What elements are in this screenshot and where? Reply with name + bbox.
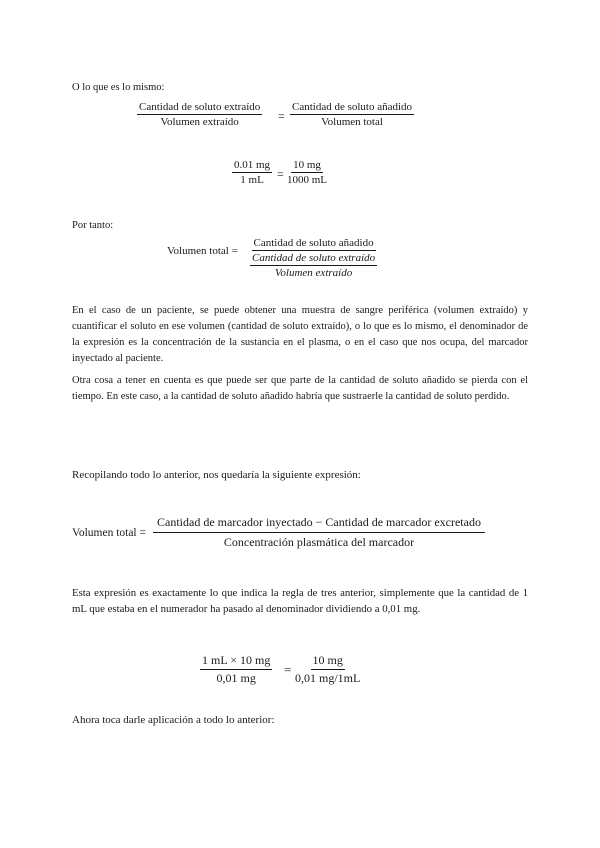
eq4-lhs: Volumen total = xyxy=(72,527,146,539)
eq1-equals: = xyxy=(278,109,285,123)
eq3-lhs: Volumen total = xyxy=(167,245,238,257)
eq2-equals: = xyxy=(277,167,284,181)
eq5-equals: = xyxy=(284,662,292,677)
eq3-fraction xyxy=(250,237,377,279)
eq1-left-denominator: Volumen extraído xyxy=(160,116,239,128)
eq1-left-numerator: Cantidad de soluto extraído xyxy=(139,101,261,113)
eq2-left-denominator: 1 mL xyxy=(240,174,264,186)
eq2-left-fraction xyxy=(232,159,272,186)
eq5-left-denominator: 0,01 mg xyxy=(216,671,256,685)
eq5-right-numerator: 10 mg xyxy=(311,653,345,670)
closing-line: Ahora toca darle aplicación a todo lo anterior: xyxy=(72,714,275,726)
eq1-right-numerator: Cantidad de soluto añadido xyxy=(292,101,413,113)
eq1-right-fraction xyxy=(290,101,414,128)
eq5-left-numerator: 1 mL × 10 mg xyxy=(200,653,272,670)
summary-line: Recopilando todo lo anterior, nos quedaría la siguiente expresión: xyxy=(72,469,361,481)
eq1-left-fraction xyxy=(137,101,262,128)
eq3-inner-fraction xyxy=(250,252,377,279)
intro-line: O lo que es lo mismo: xyxy=(72,82,165,93)
eq4-fraction xyxy=(153,515,485,550)
eq2-right-fraction xyxy=(287,159,327,186)
eq4-denominator: Concentración plasmática del marcador xyxy=(223,535,415,549)
eq5-right-denominator: 0,01 mg/1mL xyxy=(295,671,361,685)
paragraph-patient: En el caso de un paciente, se puede obtener una muestra de sangre periférica (volumen extraído) y cuantificar el soluto en ese volumen (cantidad de soluto extraído), o lo que es lo mismo, el denominador de la expresión es la concentración de la sustancia en el plasma, o en el caso que nos ocupa, del marcador inyectado al paciente. xyxy=(72,305,528,364)
eq3-inner-denominator: Volumen extraído xyxy=(274,267,353,279)
paragraph-loss: Otra cosa a tener en cuenta es que puede ser que parte de la cantidad de soluto añadido se pierda con el tiempo. En este caso, a la cantidad de soluto añadido habría que sustraerle la cantidad de soluto perdido. xyxy=(72,375,528,402)
eq2-left-numerator: 0.01 mg xyxy=(234,159,271,171)
eq2-right-numerator: 10 mg xyxy=(293,159,321,171)
eq3-numerator: Cantidad de soluto añadido xyxy=(253,237,374,249)
eq4-numerator: Cantidad de marcador inyectado − Cantidad de marcador excretado xyxy=(153,515,485,533)
paragraph-rule-of-three: Esta expresión es exactamente lo que indica la regla de tres anterior, simplemente que la cantidad de 1 mL que estaba en el numerador ha pasado al denominador dividiendo a 0,01 mg. xyxy=(72,587,528,615)
eq5-right-fraction xyxy=(295,653,360,686)
eq2-right-denominator: 1000 mL xyxy=(287,174,328,186)
eq5-left-fraction xyxy=(200,653,272,686)
eq3-inner-numerator: Cantidad de soluto extraído xyxy=(252,252,376,264)
therefore-line: Por tanto: xyxy=(72,220,114,231)
eq1-right-denominator: Volumen total xyxy=(321,116,383,128)
